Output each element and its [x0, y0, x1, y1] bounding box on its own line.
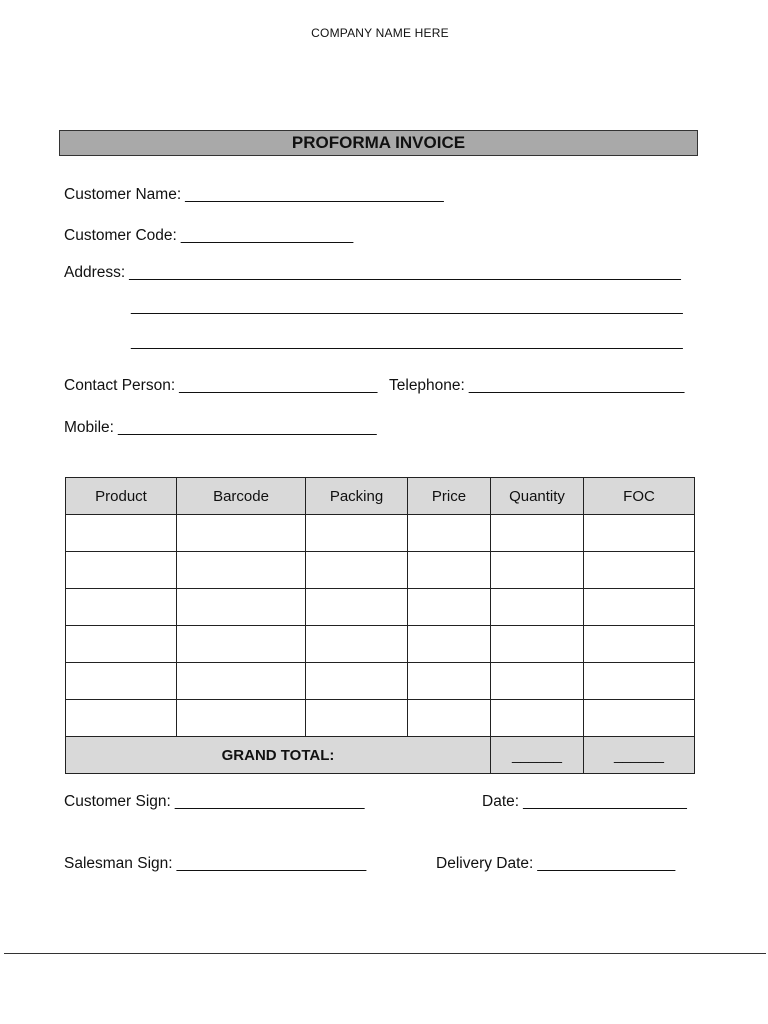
- grand-total-label: GRAND TOTAL:: [66, 737, 491, 774]
- cell-barcode[interactable]: [177, 589, 306, 626]
- cell-barcode[interactable]: [177, 663, 306, 700]
- date-field[interactable]: [482, 793, 687, 811]
- mobile-field[interactable]: [64, 419, 377, 437]
- telephone-blank[interactable]: _________________________: [468, 377, 685, 394]
- salesman-sign-blank[interactable]: ______________________: [176, 855, 367, 872]
- contact-person-field[interactable]: [64, 377, 377, 395]
- grand-total-foc[interactable]: ______: [584, 737, 695, 774]
- contact-person-blank[interactable]: _______________________: [179, 377, 378, 394]
- customer-name-field[interactable]: [64, 186, 444, 204]
- cell-packing[interactable]: [306, 626, 408, 663]
- cell-packing[interactable]: [306, 700, 408, 737]
- cell-quantity[interactable]: [491, 700, 584, 737]
- table-row: [66, 515, 695, 552]
- column-header-packing: Packing: [306, 478, 408, 515]
- cell-packing[interactable]: [306, 515, 408, 552]
- cell-foc[interactable]: [584, 663, 695, 700]
- cell-quantity[interactable]: [491, 515, 584, 552]
- column-header-price: Price: [408, 478, 491, 515]
- customer-name-label: Customer Name:: [64, 186, 182, 203]
- column-header-barcode: Barcode: [177, 478, 306, 515]
- delivery-date-blank[interactable]: ________________: [537, 855, 676, 872]
- salesman-sign-field[interactable]: [64, 855, 366, 873]
- cell-product[interactable]: [66, 589, 177, 626]
- customer-sign-blank[interactable]: ______________________: [174, 793, 365, 810]
- address-blank-3[interactable]: ________________________________________________________________: [131, 333, 683, 350]
- cell-foc[interactable]: [584, 552, 695, 589]
- cell-price[interactable]: [408, 700, 491, 737]
- cell-foc[interactable]: [584, 700, 695, 737]
- invoice-title-bar: [59, 130, 698, 156]
- cell-product[interactable]: [66, 626, 177, 663]
- mobile-label: Mobile:: [64, 419, 114, 436]
- table-row: [66, 663, 695, 700]
- table-header-row: [66, 478, 695, 515]
- contact-person-label: Contact Person:: [64, 377, 176, 394]
- table-row: [66, 589, 695, 626]
- address-field[interactable]: [64, 264, 681, 282]
- company-name: COMPANY NAME HERE: [311, 26, 449, 40]
- customer-sign-label: Customer Sign:: [64, 793, 171, 810]
- items-table: [65, 477, 695, 774]
- cell-product[interactable]: [66, 515, 177, 552]
- grand-total-row: [66, 737, 695, 774]
- date-blank[interactable]: ___________________: [523, 793, 687, 810]
- footer-divider: [4, 953, 766, 954]
- cell-price[interactable]: [408, 552, 491, 589]
- table-row: [66, 552, 695, 589]
- address-label: Address:: [64, 264, 126, 281]
- cell-quantity[interactable]: [491, 626, 584, 663]
- cell-product[interactable]: [66, 663, 177, 700]
- cell-foc[interactable]: [584, 626, 695, 663]
- cell-packing[interactable]: [306, 552, 408, 589]
- cell-price[interactable]: [408, 626, 491, 663]
- cell-quantity[interactable]: [491, 589, 584, 626]
- cell-barcode[interactable]: [177, 515, 306, 552]
- grand-total-quantity[interactable]: ______: [491, 737, 584, 774]
- invoice-title: PROFORMA INVOICE: [291, 133, 466, 152]
- date-label: Date:: [482, 793, 520, 810]
- cell-quantity[interactable]: [491, 663, 584, 700]
- cell-quantity[interactable]: [491, 552, 584, 589]
- telephone-field[interactable]: [389, 377, 684, 395]
- mobile-blank[interactable]: ______________________________: [117, 419, 377, 436]
- cell-price[interactable]: [408, 515, 491, 552]
- cell-barcode[interactable]: [177, 626, 306, 663]
- delivery-date-field[interactable]: [436, 855, 675, 873]
- salesman-sign-label: Salesman Sign:: [64, 855, 173, 872]
- customer-code-blank[interactable]: ____________________: [180, 227, 354, 244]
- cell-price[interactable]: [408, 589, 491, 626]
- column-header-foc: FOC: [584, 478, 695, 515]
- column-header-product: Product: [66, 478, 177, 515]
- delivery-date-label: Delivery Date:: [436, 855, 534, 872]
- cell-product[interactable]: [66, 552, 177, 589]
- customer-name-blank[interactable]: ______________________________: [185, 186, 444, 203]
- table-row: [66, 700, 695, 737]
- cell-barcode[interactable]: [177, 552, 306, 589]
- cell-packing[interactable]: [306, 589, 408, 626]
- telephone-label: Telephone:: [389, 377, 465, 394]
- cell-foc[interactable]: [584, 589, 695, 626]
- cell-packing[interactable]: [306, 663, 408, 700]
- customer-sign-field[interactable]: [64, 793, 364, 811]
- customer-code-label: Customer Code:: [64, 227, 177, 244]
- column-header-quantity: Quantity: [491, 478, 584, 515]
- cell-product[interactable]: [66, 700, 177, 737]
- table-row: [66, 626, 695, 663]
- cell-foc[interactable]: [584, 515, 695, 552]
- customer-code-field[interactable]: [64, 227, 353, 245]
- address-blank-1[interactable]: ________________________________________________________________: [129, 264, 681, 281]
- cell-barcode[interactable]: [177, 700, 306, 737]
- cell-price[interactable]: [408, 663, 491, 700]
- address-blank-2[interactable]: ________________________________________________________________: [131, 298, 683, 315]
